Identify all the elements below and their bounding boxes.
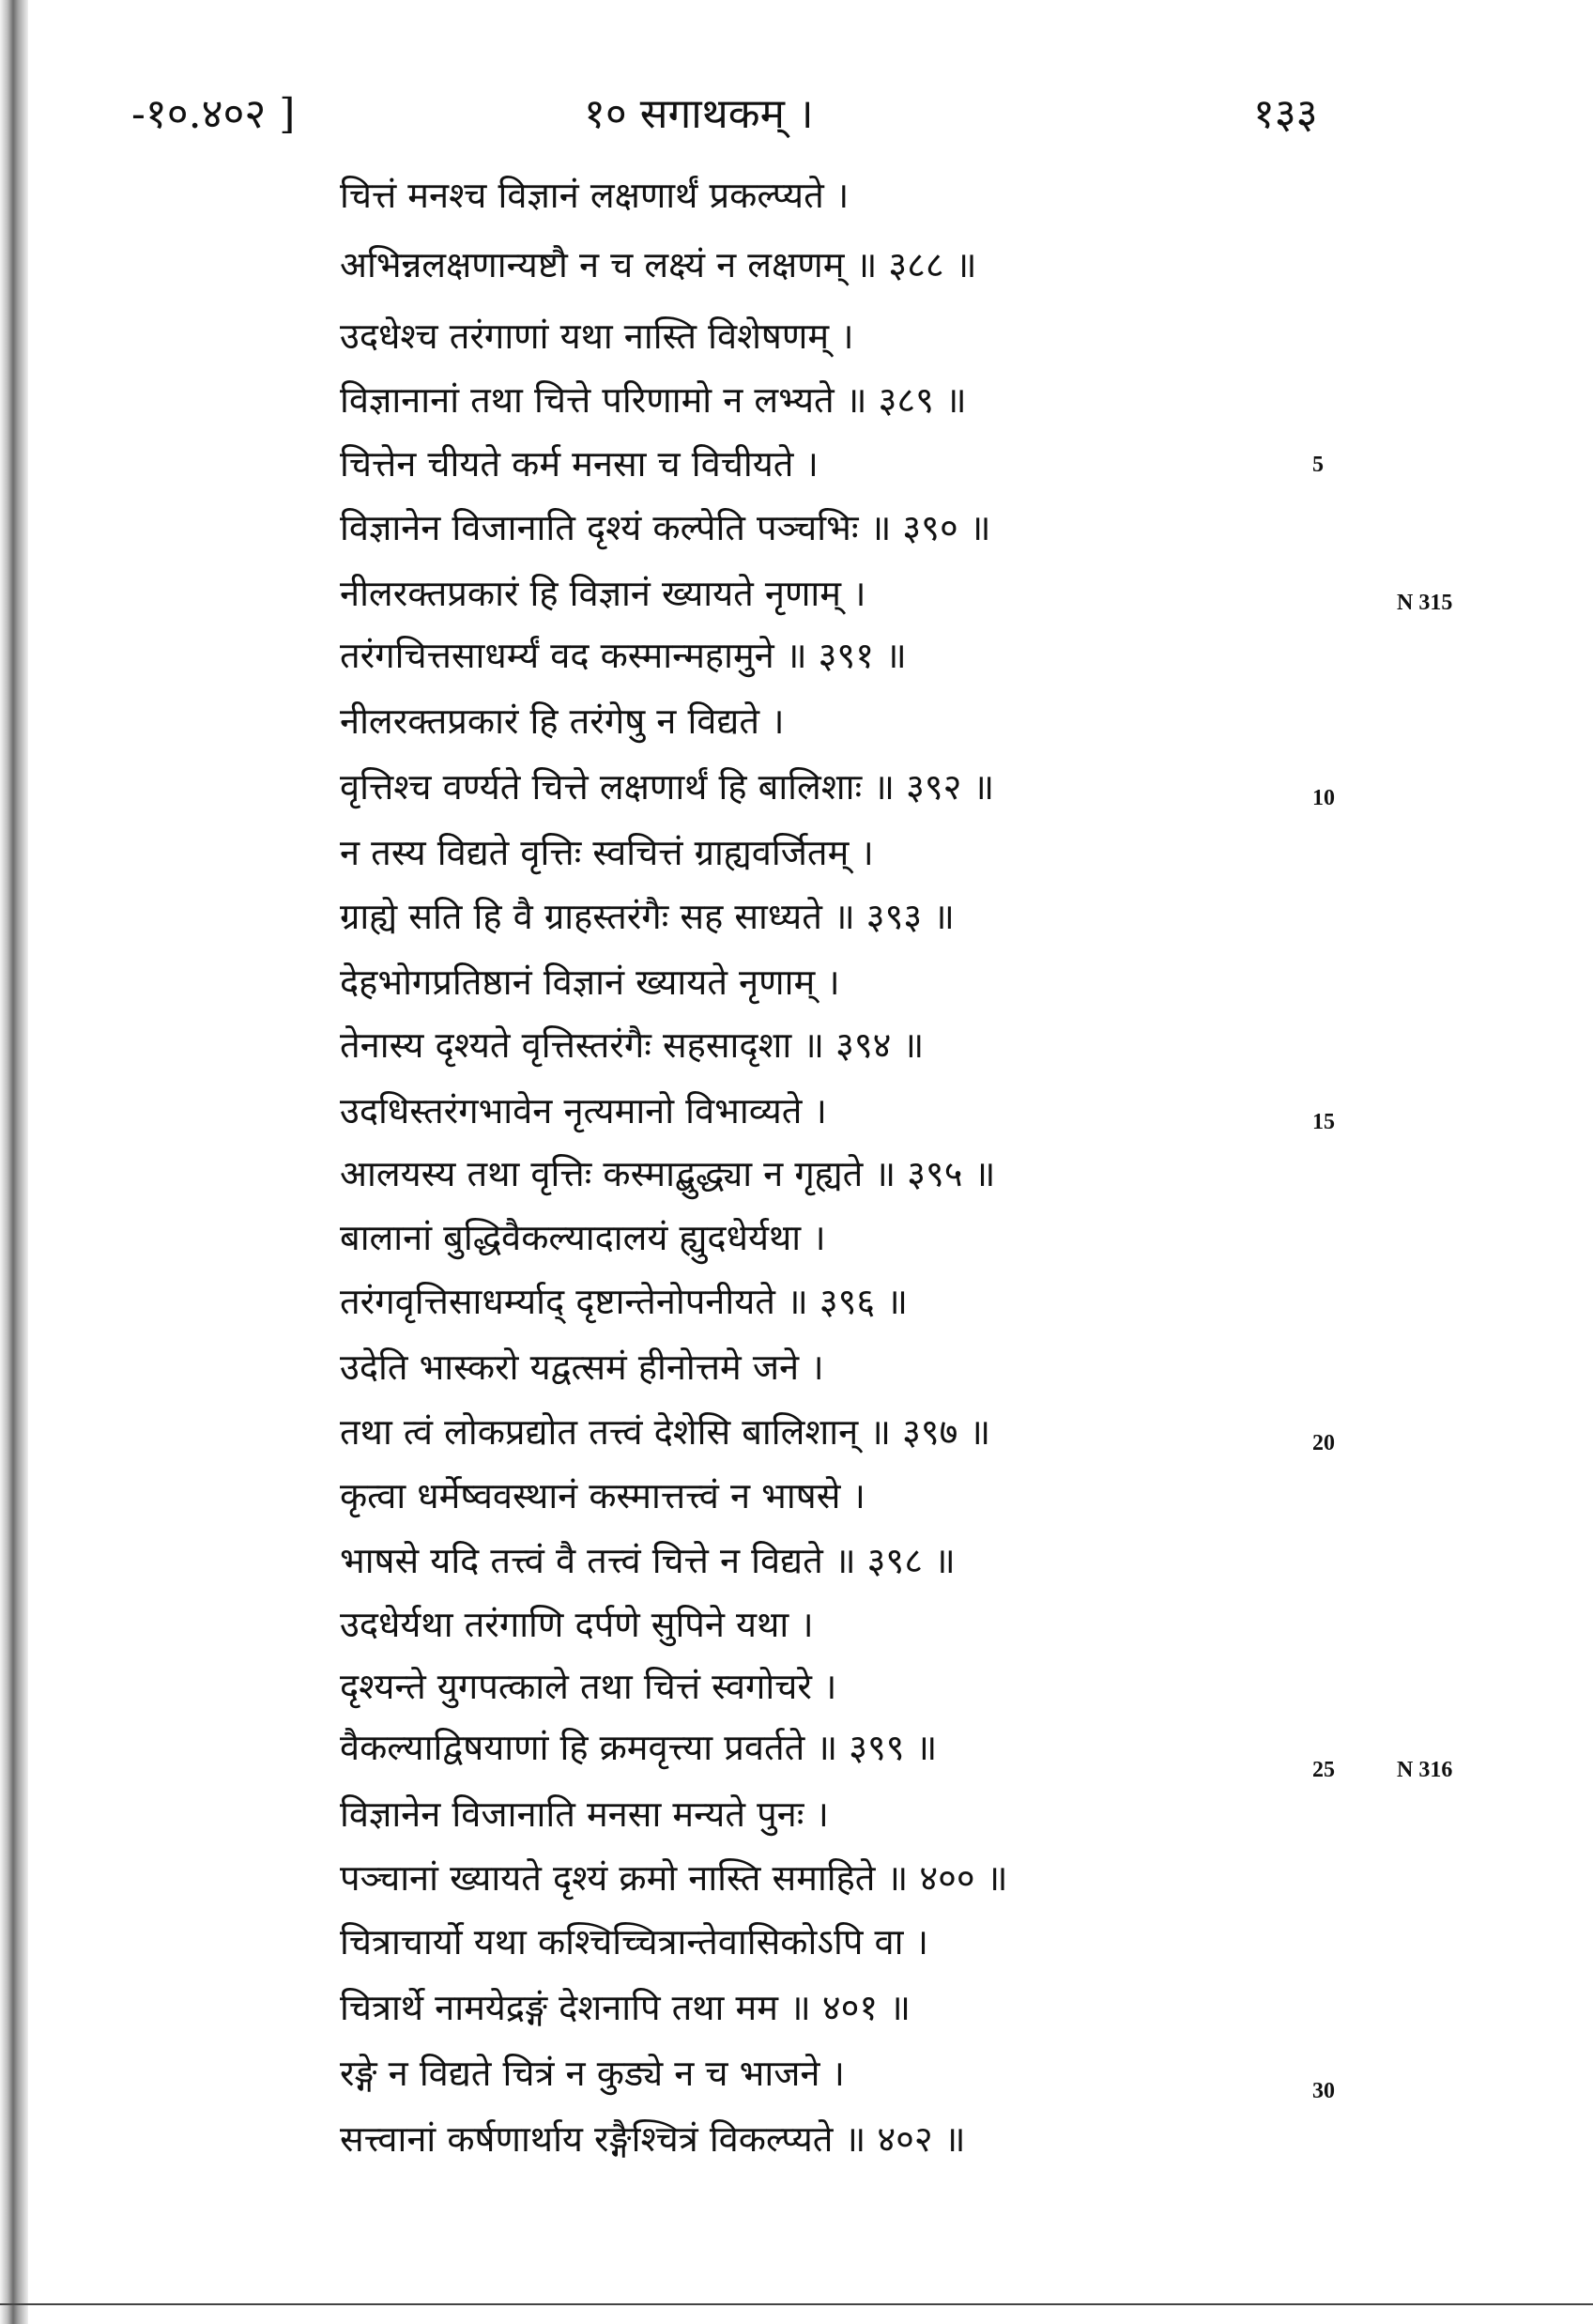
- verse-line: देहभोगप्रतिष्ठानं विज्ञानं ख्यायते नृणाम् ।: [340, 962, 840, 1003]
- verse-line: उदधेश्च तरंगाणां यथा नास्ति विशेषणम् ।: [340, 316, 854, 357]
- verse-line: चित्रार्थे नामयेद्रङ्गं देशनापि तथा मम ॥ ४०१ ॥: [340, 1987, 911, 2028]
- verse-line: चित्राचार्यो यथा कश्चिच्चित्रान्तेवासिकोऽपि वा ।: [340, 1921, 928, 1962]
- verse-line: कृत्वा धर्मेष्ववस्थानं कस्मात्तत्त्वं न भाषसे ।: [340, 1475, 865, 1516]
- line-number: 20: [1312, 1431, 1335, 1455]
- verse-line: दृश्यन्ते युगपत्काले तथा चित्तं स्वगोचरे ।: [340, 1666, 837, 1707]
- verse-line: ग्राह्ये सति हि वै ग्राहस्तरंगैः सह साध्यते ॥ ३९३ ॥: [340, 896, 955, 937]
- line-number: 25: [1312, 1758, 1335, 1782]
- verse-line: तरंगचित्तसाधर्म्यं वद कस्मान्महामुने ॥ ३९१ ॥: [340, 635, 907, 676]
- verse-line: चित्तेन चीयते कर्म मनसा च विचीयते ।: [340, 443, 819, 485]
- verse-line: तेनास्य दृश्यते वृत्तिस्तरंगैः सहसादृशा ॥ ३९४ ॥: [340, 1024, 925, 1066]
- verse-line: पञ्चानां ख्यायते दृश्यं क्रमो नास्ति समाहिते ॥ ४०० ॥: [340, 1857, 1008, 1899]
- verse-line: उदधिस्तरंगभावेन नृत्यमानो विभाव्यते ।: [340, 1090, 827, 1131]
- bottom-rule: [0, 2303, 1593, 2305]
- page-number: १३३: [1253, 90, 1318, 138]
- verse-line: आलयस्य तथा वृत्तिः कस्माद्बुद्ध्या न गृह्यते ॥ ३९५ ॥: [340, 1153, 996, 1194]
- verse-range-header: -१०.४०२ ]: [131, 90, 296, 138]
- verse-line: वैकल्याद्विषयाणां हि क्रमवृत्त्या प्रवर्तते ॥ ३९९ ॥: [340, 1727, 938, 1768]
- verse-line: तथा त्वं लोकप्रद्योत तत्त्वं देशेसि बालिशान् ॥ ३९७ ॥: [340, 1411, 991, 1453]
- verse-line: नीलरक्तप्रकारं हि विज्ञानं ख्यायते नृणाम् ।: [340, 573, 866, 614]
- verse-line: चित्तं मनश्च विज्ञानं लक्षणार्थं प्रकल्प्यते ।: [340, 175, 850, 216]
- verse-line: विज्ञानेन विजानाति दृश्यं कल्पेति पञ्चभिः ॥ ३९० ॥: [340, 507, 991, 548]
- verse-line: भाषसे यदि तत्त्वं वै तत्त्वं चित्ते न विद्यते ॥ ३९८ ॥: [340, 1540, 956, 1581]
- verse-line: उदेति भास्करो यद्वत्समं हीनोत्तमे जने ।: [340, 1347, 824, 1388]
- verse-line: उदधेर्यथा तरंगाणि दर्पणे सुपिने यथा ।: [340, 1604, 814, 1645]
- verse-line: बालानां बुद्धिवैकल्यादालयं ह्युदधेर्यथा ।: [340, 1217, 826, 1258]
- line-number: 30: [1312, 2079, 1335, 2103]
- margin-reference: N 316: [1397, 1758, 1453, 1782]
- verse-line: न तस्य विद्यते वृत्तिः स्वचित्तं ग्राह्यवर्जितम् ।: [340, 832, 874, 873]
- verse-line: विज्ञानेन विजानाति मनसा मन्यते पुनः ।: [340, 1793, 829, 1835]
- book-binding-edge: [0, 0, 28, 2324]
- margin-reference: N 315: [1397, 591, 1453, 615]
- verse-line: तरंगवृत्तिसाधर्म्याद् दृष्टान्तेनोपनीयते ॥ ३९६ ॥: [340, 1281, 908, 1322]
- verse-line: वृत्तिश्च वर्ण्यते चित्ते लक्षणार्थं हि बालिशाः ॥ ३९२ ॥: [340, 766, 995, 808]
- verse-line: विज्ञानानां तथा चित्ते परिणामो न लभ्यते ॥ ३८९ ॥: [340, 379, 967, 421]
- verse-line: नीलरक्तप्रकारं हि तरंगेषु न विद्यते ।: [340, 700, 785, 742]
- verse-line: रङ्गे न विद्यते चित्रं न कुड्ये न च भाजने ।: [340, 2053, 845, 2094]
- line-number: 5: [1312, 453, 1324, 477]
- verse-line: सत्त्वानां कर्षणार्थाय रङ्गैश्चित्रं विकल्प्यते ॥ ४०२ ॥: [340, 2118, 966, 2160]
- line-number: 10: [1312, 786, 1335, 810]
- verse-line: अभिन्नलक्षणान्यष्टौ न च लक्ष्यं न लक्षणम् ॥ ३८८ ॥: [340, 244, 977, 285]
- chapter-title: १० सगाथकम् ।: [584, 90, 814, 138]
- line-number: 15: [1312, 1110, 1335, 1134]
